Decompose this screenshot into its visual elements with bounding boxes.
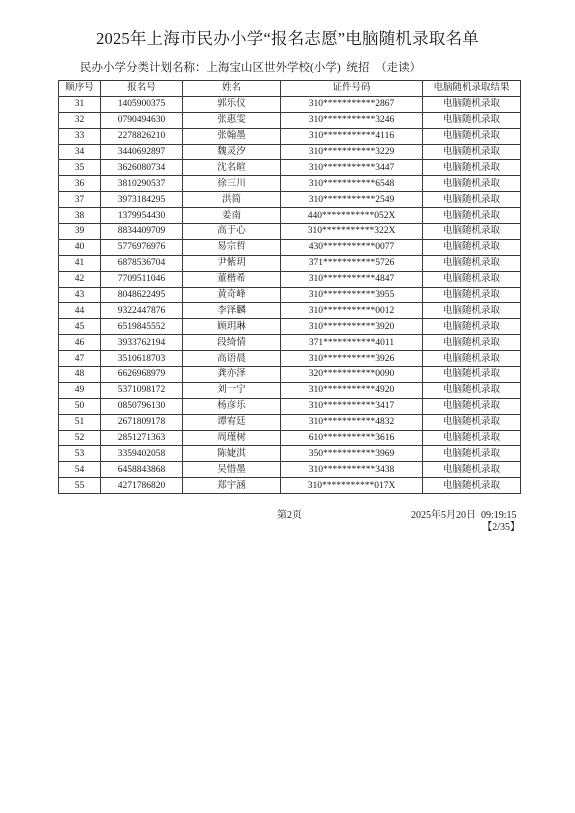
admission-result: 电脑随机录取 [423, 351, 521, 367]
student-name: 吴惜墨 [183, 462, 281, 478]
student-name: 董楷希 [183, 271, 281, 287]
admission-table [58, 80, 521, 494]
id-number: 310***********4920 [281, 382, 423, 398]
table-body [59, 96, 521, 493]
table-row [59, 271, 521, 287]
student-name: 顾玥琳 [183, 319, 281, 335]
registration-number: 3933762194 [101, 335, 183, 351]
table-row [59, 398, 521, 414]
header-id-number: 证件号码 [281, 81, 423, 97]
row-seq: 39 [59, 224, 101, 240]
header-seq: 顺序号 [59, 81, 101, 97]
row-seq: 45 [59, 319, 101, 335]
row-seq: 31 [59, 96, 101, 112]
registration-number: 2671809178 [101, 414, 183, 430]
student-name: 周瑾树 [183, 430, 281, 446]
registration-number: 8834409709 [101, 224, 183, 240]
id-number: 310***********017X [281, 478, 423, 494]
table-row [59, 478, 521, 494]
admission-result: 电脑随机录取 [423, 287, 521, 303]
row-seq: 40 [59, 239, 101, 255]
table-row [59, 446, 521, 462]
id-number: 310***********3417 [281, 398, 423, 414]
table-row [59, 430, 521, 446]
id-number: 320***********0090 [281, 367, 423, 383]
header-result: 电脑随机录取结果 [423, 81, 521, 97]
row-seq: 51 [59, 414, 101, 430]
student-name: 洪简 [183, 192, 281, 208]
id-number: 310***********2867 [281, 96, 423, 112]
registration-number: 6878536704 [101, 255, 183, 271]
id-number: 610***********3616 [281, 430, 423, 446]
student-name: 谭宥廷 [183, 414, 281, 430]
admission-result: 电脑随机录取 [423, 176, 521, 192]
attendance-type: （走读） [375, 62, 422, 74]
table-header-row [59, 81, 521, 97]
admission-result: 电脑随机录取 [423, 335, 521, 351]
registration-number: 0790494630 [101, 112, 183, 128]
table-row [59, 319, 521, 335]
student-name: 高语晨 [183, 351, 281, 367]
registration-number: 5776976976 [101, 239, 183, 255]
registration-number: 7709511046 [101, 271, 183, 287]
admission-result: 电脑随机录取 [423, 208, 521, 224]
registration-number: 2851271363 [101, 430, 183, 446]
table-row [59, 303, 521, 319]
admission-result: 电脑随机录取 [423, 128, 521, 144]
id-number: 371***********4011 [281, 335, 423, 351]
registration-number: 3359402058 [101, 446, 183, 462]
table-row [59, 224, 521, 240]
admission-result: 电脑随机录取 [423, 303, 521, 319]
table-row [59, 462, 521, 478]
row-seq: 33 [59, 128, 101, 144]
student-name: 龚亦泽 [183, 367, 281, 383]
registration-number: 9322447876 [101, 303, 183, 319]
table-row [59, 160, 521, 176]
document-title: 2025年上海市民办小学“报名志愿”电脑随机录取名单 [96, 29, 479, 48]
table-row [59, 335, 521, 351]
admission-result: 电脑随机录取 [423, 367, 521, 383]
table-row [59, 239, 521, 255]
student-name: 陈婕淇 [183, 446, 281, 462]
page-number: 第2页 [277, 510, 302, 521]
id-number: 430***********0077 [281, 239, 423, 255]
table-row [59, 144, 521, 160]
student-name: 刘一宁 [183, 382, 281, 398]
student-name: 李泽麟 [183, 303, 281, 319]
row-seq: 49 [59, 382, 101, 398]
admission-result: 电脑随机录取 [423, 192, 521, 208]
registration-number: 2278826210 [101, 128, 183, 144]
student-name: 沈名暄 [183, 160, 281, 176]
row-seq: 52 [59, 430, 101, 446]
row-seq: 55 [59, 478, 101, 494]
registration-number: 5371098172 [101, 382, 183, 398]
id-number: 310***********6548 [281, 176, 423, 192]
registration-number: 1405900375 [101, 96, 183, 112]
id-number: 310***********4116 [281, 128, 423, 144]
id-number: 310***********322X [281, 224, 423, 240]
id-number: 310***********3229 [281, 144, 423, 160]
row-seq: 47 [59, 351, 101, 367]
admission-result: 电脑随机录取 [423, 112, 521, 128]
id-number: 310***********0012 [281, 303, 423, 319]
row-seq: 38 [59, 208, 101, 224]
registration-number: 3973184295 [101, 192, 183, 208]
row-seq: 44 [59, 303, 101, 319]
table-row [59, 208, 521, 224]
registration-number: 6458843868 [101, 462, 183, 478]
enrollment-type: 统招 [346, 62, 370, 74]
student-name: 易宗哲 [183, 239, 281, 255]
plan-subtitle [80, 59, 421, 75]
row-seq: 50 [59, 398, 101, 414]
id-number: 310***********4832 [281, 414, 423, 430]
admission-result: 电脑随机录取 [423, 144, 521, 160]
table-row [59, 128, 521, 144]
table-row [59, 367, 521, 383]
admission-result: 电脑随机录取 [423, 446, 521, 462]
admission-result: 电脑随机录取 [423, 96, 521, 112]
row-seq: 35 [59, 160, 101, 176]
registration-number: 3626080734 [101, 160, 183, 176]
row-seq: 41 [59, 255, 101, 271]
plan-label: 民办小学分类计划名称： [80, 62, 207, 74]
admission-result: 电脑随机录取 [423, 430, 521, 446]
table-row [59, 414, 521, 430]
registration-number: 1379954430 [101, 208, 183, 224]
registration-number: 4271786820 [101, 478, 183, 494]
row-seq: 43 [59, 287, 101, 303]
table-row [59, 287, 521, 303]
header-registration-number: 报名号 [101, 81, 183, 97]
student-name: 高于心 [183, 224, 281, 240]
header-name: 姓名 [183, 81, 281, 97]
print-datetime: 2025年5月20日 09:19:15 [411, 510, 517, 521]
student-name: 魏灵汐 [183, 144, 281, 160]
admission-result: 电脑随机录取 [423, 224, 521, 240]
registration-number: 0850796130 [101, 398, 183, 414]
student-name: 张翰墨 [183, 128, 281, 144]
registration-number: 6519845552 [101, 319, 183, 335]
student-name: 徐三川 [183, 176, 281, 192]
student-name: 尹紫玥 [183, 255, 281, 271]
row-seq: 42 [59, 271, 101, 287]
row-seq: 32 [59, 112, 101, 128]
admission-result: 电脑随机录取 [423, 414, 521, 430]
admission-result: 电脑随机录取 [423, 271, 521, 287]
registration-number: 3440692897 [101, 144, 183, 160]
admission-result: 电脑随机录取 [423, 382, 521, 398]
id-number: 310***********3447 [281, 160, 423, 176]
student-name: 郭乐仪 [183, 96, 281, 112]
student-name: 郑宇涵 [183, 478, 281, 494]
row-seq: 53 [59, 446, 101, 462]
id-number: 310***********4847 [281, 271, 423, 287]
admission-result: 电脑随机录取 [423, 160, 521, 176]
school-name: 上海宝山区世外学校(小学) [206, 62, 341, 74]
id-number: 310***********3438 [281, 462, 423, 478]
student-name: 张惠雯 [183, 112, 281, 128]
id-number: 310***********3920 [281, 319, 423, 335]
registration-number: 3810290537 [101, 176, 183, 192]
row-seq: 54 [59, 462, 101, 478]
row-seq: 48 [59, 367, 101, 383]
table-row [59, 192, 521, 208]
row-seq: 34 [59, 144, 101, 160]
student-name: 姜南 [183, 208, 281, 224]
admission-result: 电脑随机录取 [423, 239, 521, 255]
admission-result: 电脑随机录取 [423, 398, 521, 414]
table-row [59, 96, 521, 112]
admission-result: 电脑随机录取 [423, 462, 521, 478]
id-number: 310***********2549 [281, 192, 423, 208]
admission-result: 电脑随机录取 [423, 255, 521, 271]
page-count: 【2/35】 [482, 522, 520, 533]
id-number: 310***********3926 [281, 351, 423, 367]
id-number: 310***********3246 [281, 112, 423, 128]
student-name: 段绮情 [183, 335, 281, 351]
row-seq: 37 [59, 192, 101, 208]
table-row [59, 112, 521, 128]
table-row [59, 351, 521, 367]
row-seq: 46 [59, 335, 101, 351]
row-seq: 36 [59, 176, 101, 192]
id-number: 350***********3969 [281, 446, 423, 462]
admission-result: 电脑随机录取 [423, 319, 521, 335]
id-number: 310***********3955 [281, 287, 423, 303]
registration-number: 3510618703 [101, 351, 183, 367]
admission-result: 电脑随机录取 [423, 478, 521, 494]
table-row [59, 382, 521, 398]
student-name: 黄奇峰 [183, 287, 281, 303]
table-row [59, 176, 521, 192]
id-number: 371***********5726 [281, 255, 423, 271]
id-number: 440***********052X [281, 208, 423, 224]
table-row [59, 255, 521, 271]
registration-number: 8048622495 [101, 287, 183, 303]
student-name: 杨彦乐 [183, 398, 281, 414]
registration-number: 6626968979 [101, 367, 183, 383]
